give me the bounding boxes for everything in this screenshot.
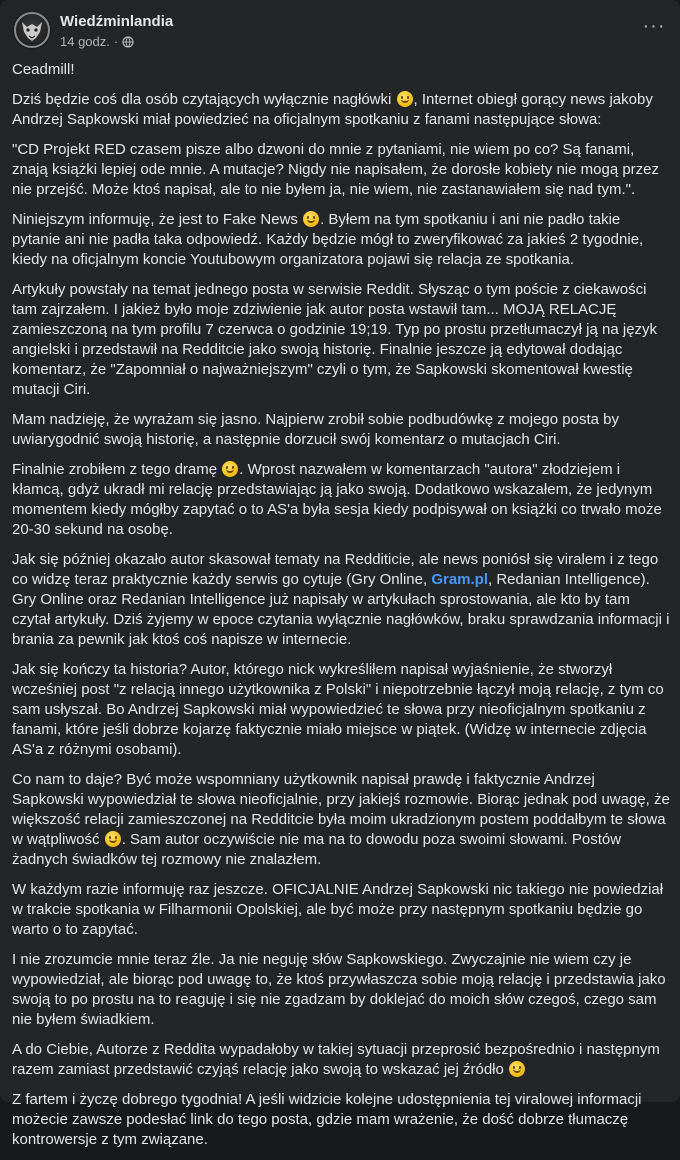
meta-separator: · [113, 34, 119, 49]
post-paragraph [12, 880, 670, 940]
post-paragraph [12, 460, 670, 540]
paragraph-text: W każdym razie informuję raz jeszcze. OFICJALNIE Andrzej Sapkowski nic takiego nie powiedział w trakcie spotkania w Filharmonii Opolskiej, ale być może przy następnym spotkaniu będzie go warto o to zapytać. [12, 881, 664, 938]
paragraph-text: Niniejszym informuję, że jest to Fake News [12, 211, 303, 228]
post-paragraph [12, 210, 670, 270]
post-meta [60, 34, 134, 49]
post-timestamp[interactable]: 14 godz. [60, 34, 110, 49]
post-paragraph [12, 550, 670, 650]
smile-emoji [397, 91, 413, 107]
post-paragraph [12, 1090, 670, 1150]
page-name[interactable]: Wiedźminlandia [60, 13, 174, 30]
paragraph-text: Finalnie zrobiłem z tego dramę [12, 461, 222, 478]
paragraph-text: Jak się później okazało autor skasował tematy na Redditicie, ale news poniósł się viralem i z tego co widzę teraz praktycznie każdy serwis go cytuje (Gry Online, [12, 551, 659, 588]
paragraph-text: Jak się kończy ta historia? Autor, którego nick wykreśliłem napisał wyjaśnienie, że stworzył wcześniej post "z relacją innego użytkownika z Polski" i niepotrzebnie łączył moją relację, z tym co sam usłyszał. Bo Andrzej Sapkowski miał wypowiedzieć te słowa przy nieoficjalnym spotkaniu z fanami, które jeśli dobrze kojarzę faktycznie miało miejsce w piątek. (Widzę w internecie zdjęcia AS'a z różnymi osobami). [12, 661, 664, 758]
more-options-button[interactable] [642, 15, 666, 42]
post-header [12, 10, 668, 54]
paragraph-text: I nie zrozumcie mnie teraz źle. Ja nie neguję słów Sapkowskiego. Zwyczajnie nie wiem czy je wypowiedział, ale biorąc pod uwagę to, że ktoś przywłaszcza sobie moją relację i przedstawia jako swoją to po prostu na to reaguję i się nie zgadzam by doklejać do moich słów czegoś, czego sam nie byłem świadkiem. [12, 951, 666, 1028]
page-avatar[interactable] [12, 10, 52, 50]
post-paragraph [12, 60, 670, 80]
paragraph-text: , Redanian Intelligence). Gry Online oraz Redanian Intelligence już napisały w artykułach sprostowania, ale kto by tam czytał artykuły. Dziś żyjemy w epoce czytania wyłącznie nagłówków, braku sprawdzania informacji i brania za pewnik jak ktoś coś napisze w internecie. [12, 571, 670, 648]
paragraph-text: . Wprost nazwałem w komentarzach "autora" złodziejem i kłamcą, gdyż ukradł mi relację przedstawiając ją jako swoją. Dodatkowo wskazałem, że jedynym momentem kiedy mógłby zapytać o to AS'a była sesja kiedy podpisywał on książki co trwało może 20-30 sekund na osobę. [12, 461, 662, 538]
paragraph-text: Artykuły powstały na temat jednego posta w serwisie Reddit. Słysząc o tym poście z ciekawości tam zajrzałem. I jakież było moje zdziwienie jak autor posta wstawił tam... MOJĄ RELACJĘ zamieszczoną na tym profilu 7 czerwca o godzinie 19;19. Typ po prostu przetłumaczył ją na język angielski i przedstawił na Redditcie jako swoją historię. Finalnie jeszcze ją edytował dodając komentarz, że "Zapomniał o najważniejszym" czyli o tym, że Sapkowski skomentował kwestię mutacji Ciri. [12, 281, 658, 398]
paragraph-text: . Sam autor oczywiście nie ma na to dowodu poza swoimi słowami. Postów żadnych świadków tej rozmowy nie znalazłem. [12, 831, 622, 868]
post-paragraph [12, 90, 670, 130]
more-horizontal-icon: ··· [642, 15, 666, 37]
smile-emoji [105, 831, 121, 847]
post-paragraph [12, 950, 670, 1030]
post-text [12, 60, 670, 1160]
smile-emoji [303, 211, 319, 227]
paragraph-text: Ceadmill! [12, 61, 75, 78]
paragraph-text: Z fartem i życzę dobrego tygodnia! A jeśli widzicie kolejne udostępnienia tej viralowej informacji możecie zawsze podesłać link do tego posta, gdzie mam wrażenie, że dość dobrze tłumaczę kontrowersje z tym związane. [12, 1091, 642, 1148]
paragraph-text: "CD Projekt RED czasem pisze albo dzwoni do mnie z pytaniami, nie wiem po co? Są fanami, znają książki lepiej ode mnie. A mutacje? Nigdy nie napisałem, że dorosłe kobiety nie mogą przez nie przejść. Może ktoś napisał, ale to nie byłem ja, nie wiem, nie zastanawiałem się nad tym.". [12, 141, 660, 198]
paragraph-text: Co nam to daje? Być może wspomniany użytkownik napisał prawdę i faktycznie Andrzej Sapkowski wypowiedział te słowa nieoficjalnie, przy jakiejś rozmowie. Biorąc jednak pod uwagę, że większość relacji zamieszczonej na Redditcie była moim ukradzionym postem poddałbym te słowa w wątpliwość [12, 771, 670, 848]
wolf-medallion-icon [12, 10, 52, 50]
paragraph-text: . Byłem na tym spotkaniu i ani nie padło takie pytanie ani nie padła taka odpowiedź. Każdy będzie mógł to zweryfikować za jakieś 2 tygodnie, kiedy na oficjalnym koncie Youtubowym organizatora pojawi się relacja ze spotkania. [12, 211, 644, 268]
post-paragraph [12, 410, 670, 450]
paragraph-text: Mam nadzieję, że wyrażam się jasno. Najpierw zrobił sobie podbudówkę z mojego posta by uwiarygodnić swoją historię, a następnie dorzucił swój komentarz o mutacjach Ciri. [12, 411, 619, 448]
globe-icon [122, 36, 134, 48]
smile-emoji [509, 1061, 525, 1077]
post-paragraph [12, 1040, 670, 1080]
paragraph-text: , Internet obiegł gorący news jakoby Andrzej Sapkowski miał powiedzieć na oficjalnym spotkaniu z fanami następujące słowa: [12, 91, 653, 128]
post-paragraph [12, 770, 670, 870]
post-paragraph [12, 140, 670, 200]
paragraph-text: A do Ciebie, Autorze z Reddita wypadałoby w takiej sytuacji przeprosić bezpośrednio i następnym razem zamiast przedstawić czyjąś relację jako swoją to wskazać jej źródło [12, 1041, 660, 1078]
paragraph-text: Dziś będzie coś dla osób czytających wyłącznie nagłówki [12, 91, 396, 108]
post-paragraph [12, 660, 670, 760]
gram-pl-link[interactable]: Gram.pl [431, 571, 489, 588]
post-paragraph [12, 280, 670, 400]
smirk-emoji [222, 461, 238, 477]
